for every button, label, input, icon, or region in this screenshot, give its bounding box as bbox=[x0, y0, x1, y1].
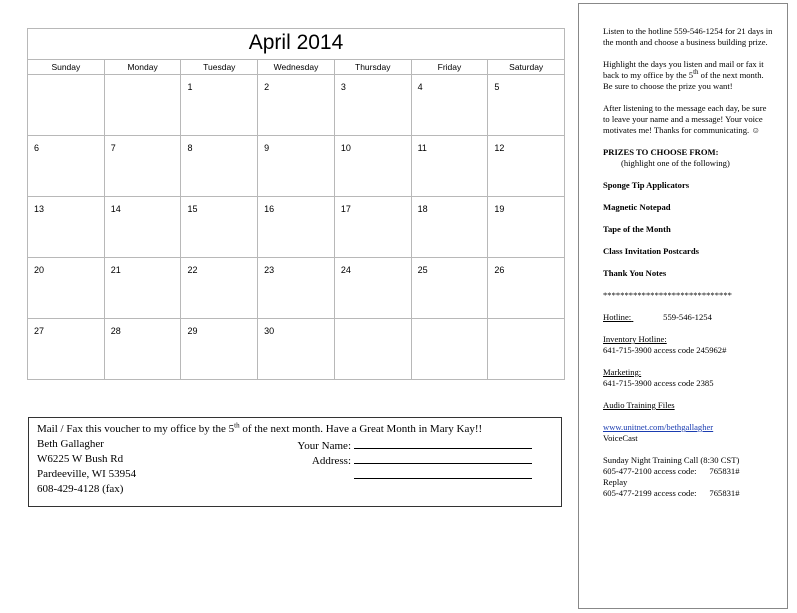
day-cell[interactable]: 30 bbox=[258, 319, 335, 379]
day-cell[interactable]: 4 bbox=[412, 75, 489, 135]
day-cell[interactable]: 1 bbox=[181, 75, 258, 135]
day-cell[interactable]: 14 bbox=[105, 197, 182, 257]
day-cell[interactable]: 5 bbox=[494, 82, 500, 92]
day-cell[interactable]: 8 bbox=[181, 136, 258, 196]
info-sidebar bbox=[578, 3, 788, 609]
calendar-week bbox=[28, 136, 564, 197]
audio-link[interactable]: www.unitnet.com/bethgallagher bbox=[603, 422, 714, 432]
calendar-title: April 2014 bbox=[28, 29, 564, 60]
day-cell[interactable] bbox=[412, 319, 489, 379]
day-cell[interactable]: 3 bbox=[335, 75, 412, 135]
hotline-number: 559-546-1254 bbox=[663, 312, 712, 322]
day-cell[interactable] bbox=[28, 75, 105, 135]
day-cell[interactable] bbox=[335, 319, 412, 379]
marketing-label: Marketing: bbox=[603, 367, 642, 377]
day-cell[interactable]: 9 bbox=[258, 136, 335, 196]
address-field-line2[interactable] bbox=[354, 467, 532, 479]
calendar-week bbox=[28, 75, 564, 136]
voicecast-label: VoiceCast bbox=[603, 433, 638, 443]
day-cell[interactable]: 25 bbox=[412, 258, 489, 318]
address-field-line1[interactable] bbox=[354, 452, 532, 464]
day-cell[interactable]: 22 bbox=[181, 258, 258, 318]
prizes-note: (highlight one of the following) bbox=[621, 158, 730, 168]
your-name-field[interactable] bbox=[354, 437, 532, 449]
weekday-wednesday: Wednesday bbox=[258, 60, 335, 74]
day-cell[interactable]: 26 bbox=[494, 265, 505, 275]
day-cell[interactable]: 24 bbox=[335, 258, 412, 318]
voucher-box bbox=[28, 417, 562, 507]
voucher-sender-name: Beth Gallagher bbox=[37, 438, 104, 450]
day-cell[interactable]: 29 bbox=[181, 319, 258, 379]
prize-item: Sponge Tip Applicators bbox=[603, 180, 690, 190]
day-cell[interactable]: 7 bbox=[105, 136, 182, 196]
marketing-value: 641-715-3900 access code 2385 bbox=[603, 378, 714, 388]
prizes-title: PRIZES TO CHOOSE FROM: bbox=[603, 147, 719, 157]
day-cell[interactable]: 20 bbox=[28, 258, 105, 318]
day-cell[interactable]: 19 bbox=[494, 204, 505, 214]
sunday-call: Sunday Night Training Call (8:30 CST) bbox=[603, 455, 740, 465]
weekday-sunday: Sunday bbox=[28, 60, 105, 74]
prize-item: Magnetic Notepad bbox=[603, 202, 671, 212]
prize-item: Class Invitation Postcards bbox=[603, 246, 699, 256]
weekday-thursday: Thursday bbox=[335, 60, 412, 74]
day-cell[interactable]: 15 bbox=[181, 197, 258, 257]
inventory-value: 641-715-3900 access code 245962# bbox=[603, 345, 727, 355]
calendar-week bbox=[28, 258, 564, 319]
day-cell[interactable]: 18 bbox=[412, 197, 489, 257]
day-cell[interactable]: 6 bbox=[28, 136, 105, 196]
replay-label: Replay bbox=[603, 477, 628, 487]
day-cell[interactable]: 27 bbox=[28, 319, 105, 379]
hotline-label: Hotline: bbox=[603, 312, 632, 322]
calendar bbox=[27, 28, 565, 380]
your-name-label: Your Name: bbox=[297, 440, 351, 452]
day-cell[interactable]: 17 bbox=[335, 197, 412, 257]
day-cell[interactable] bbox=[488, 319, 564, 379]
hotline-instructions: Listen to the hotline 559-546-1254 for 21 days in the month and choose a business building prize. bbox=[603, 26, 773, 47]
sunday-code: 605-477-2100 access code: 765831# bbox=[603, 466, 740, 476]
voucher-instructions: Mail / Fax this voucher to my office by the 5th of the next month. Have a Great Month in Mary Kay!! bbox=[37, 421, 483, 435]
audio-label: Audio Training Files bbox=[603, 400, 675, 410]
day-cell[interactable]: 12 bbox=[494, 143, 505, 153]
day-cell[interactable]: 13 bbox=[28, 197, 105, 257]
voucher-street: W6225 W Bush Rd bbox=[37, 453, 124, 465]
day-cell[interactable] bbox=[105, 75, 182, 135]
listen-instructions: After listening to the message each day, be sure to leave your name and a message! Your voice motivates me! Thanks for communicating. ☺ bbox=[603, 103, 767, 135]
day-cell[interactable]: 11 bbox=[412, 136, 489, 196]
replay-code: 605-477-2199 access code: 765831# bbox=[603, 488, 740, 498]
day-cell[interactable]: 28 bbox=[105, 319, 182, 379]
inventory-label: Inventory Hotline: bbox=[603, 334, 667, 344]
weekday-monday: Monday bbox=[105, 60, 182, 74]
voucher-fax: 608-429-4128 (fax) bbox=[37, 483, 124, 495]
voucher-city: Pardeeville, WI 53954 bbox=[37, 468, 137, 480]
day-cell[interactable]: 2 bbox=[258, 75, 335, 135]
address-label: Address: bbox=[311, 455, 351, 467]
weekday-header bbox=[28, 60, 564, 75]
day-cell[interactable]: 16 bbox=[258, 197, 335, 257]
day-cell[interactable]: 23 bbox=[258, 258, 335, 318]
day-cell[interactable]: 21 bbox=[105, 258, 182, 318]
calendar-week bbox=[28, 319, 564, 380]
calendar-week bbox=[28, 197, 564, 258]
highlight-instructions: Highlight the days you listen and mail or fax it back to my office by the 5th of the next month. Be sure to choose the prize you want! bbox=[603, 59, 764, 91]
star-divider: ****************************** bbox=[603, 290, 732, 300]
weekday-saturday: Saturday bbox=[509, 62, 544, 72]
day-cell[interactable]: 10 bbox=[335, 136, 412, 196]
prize-item: Thank You Notes bbox=[603, 268, 667, 278]
weekday-tuesday: Tuesday bbox=[181, 60, 258, 74]
prize-item: Tape of the Month bbox=[603, 224, 671, 234]
weekday-friday: Friday bbox=[412, 60, 489, 74]
